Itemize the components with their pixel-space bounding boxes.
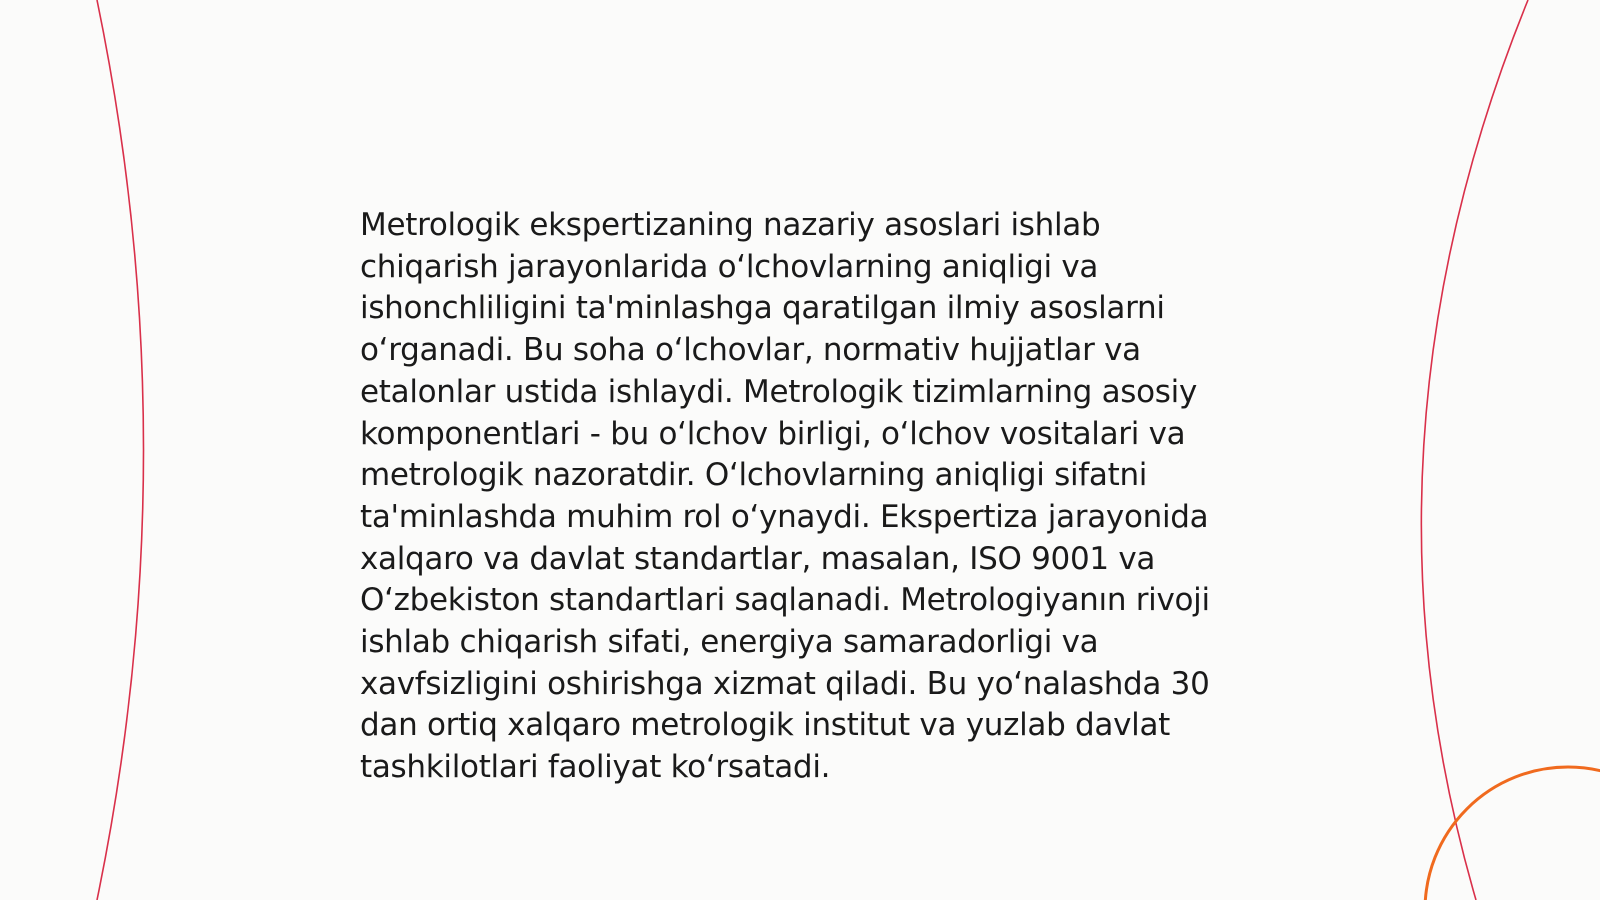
body-paragraph: Metrologik ekspertizaning nazariy asoslari ishlab chiqarish jarayonlarida o‘lchovlarning aniqligi va ishonchliligini ta'minlashga qaratilgan ilmiy asoslarni o‘rganadi. Bu soha o‘lchovlar, normativ hujjatlar va etalonlar ustida ishlaydi. Metrologik tizimlarning asosiy komponentlari - bu o‘lchov birligi, o‘lchov vositalari va metrologik nazoratdir. O‘lchovlarning aniqligi sifatni ta'minlashda muhim rol o‘ynaydi. Ekspertiza jarayonida xalqaro va davlat standartlar, masalan, ISO 9001 va O‘zbekiston standartlari saqlanadi. Metrologiyanın rivoji ishlab chiqarish sifati, energiya samaradorligi va xavfsizligini oshirishga xizmat qiladi. Bu yo‘nalashda 30 dan ortiq xalqaro metrologik institut va yuzlab davlat tashkilotlari faoliyat ko‘rsatadi.	[360, 207, 1210, 786]
left-curve-line	[97, 0, 144, 900]
right-curve-line	[1421, 0, 1528, 900]
orange-circle-arc	[1425, 767, 1600, 900]
